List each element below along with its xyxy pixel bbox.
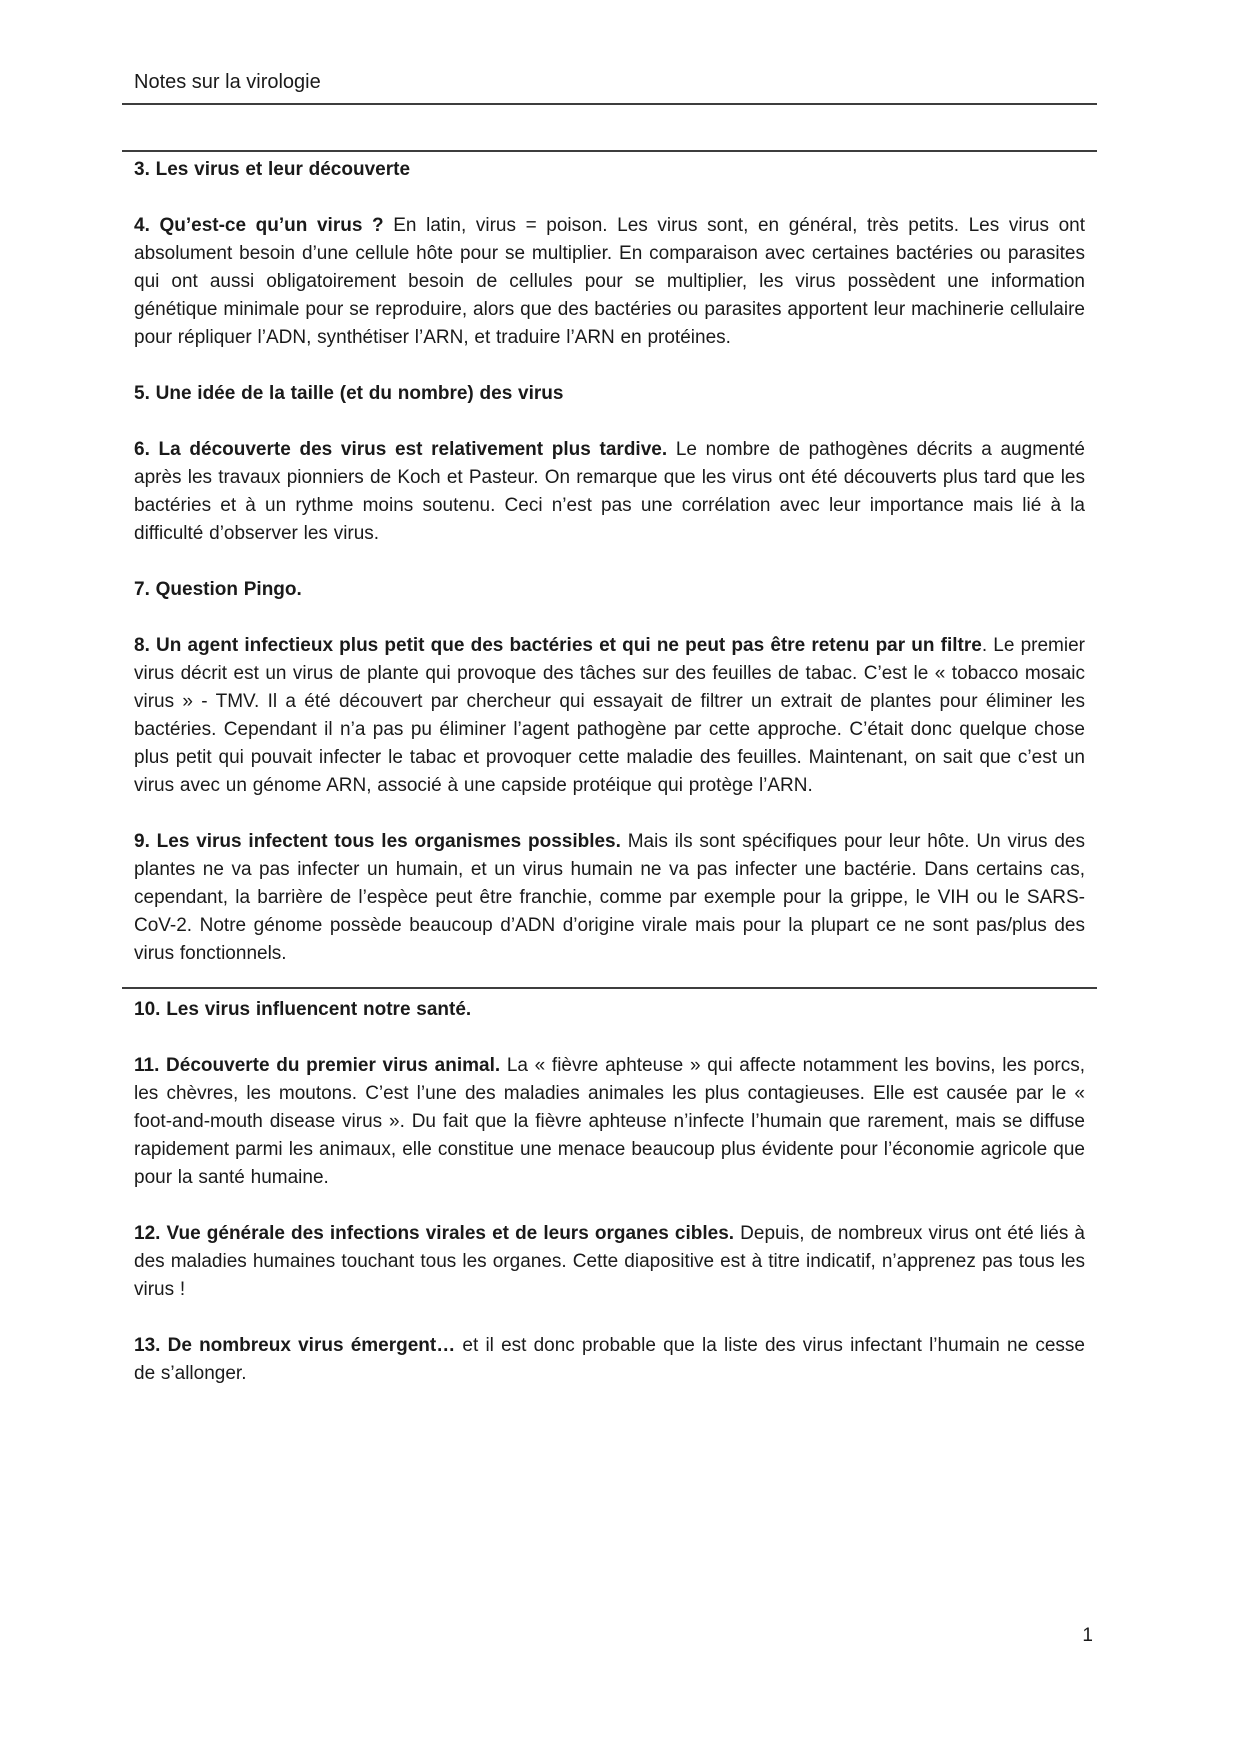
section-6-paragraph xyxy=(134,436,1085,548)
page-number: 1 xyxy=(1082,1625,1093,1646)
section-6-lead: 6. La découverte des virus est relativement plus tardive. xyxy=(134,439,668,460)
section-6-body: Le nombre de pathogènes décrits a augmenté après les travaux pionniers de Koch et Pasteur. On remarque que les virus ont été découverts plus tard que les bactéries et à un rythme moins soutenu. Ceci n’est pas une corrélation avec leur importance mais lié à la difficulté d’observer les virus. xyxy=(134,439,1085,544)
section-12-paragraph xyxy=(134,1220,1085,1304)
section-13-paragraph xyxy=(134,1332,1085,1388)
section-8-body: . Le premier virus décrit est un virus de plante qui provoque des tâches sur des feuilles de tabac. C’est le « tobacco mosaic virus » - TMV. Il a été découvert par chercheur qui essayait de filtrer un extrait de plantes pour éliminer les bactéries. Cependant il n’a pas pu éliminer l’agent pathogène par cette approche. C’était donc quelque chose plus petit qui pouvait infecter le tabac et provoquer cette maladie des feuilles. Maintenant, on sait que c’est un virus avec un génome ARN, associé à une capside protéique qui protège l’ARN. xyxy=(134,635,1085,796)
section-9-paragraph xyxy=(134,828,1085,968)
section-10-heading xyxy=(134,996,1085,1024)
section-5-heading xyxy=(134,380,1085,408)
section-11-paragraph xyxy=(134,1052,1085,1192)
section-5-heading-text: 5. Une idée de la taille (et du nombre) des virus xyxy=(134,383,564,404)
section-13-body: et il est donc probable que la liste des virus infectant l’humain ne cesse de s’allonger. xyxy=(134,1335,1085,1384)
section-13-lead: 13. De nombreux virus émergent… xyxy=(134,1335,456,1356)
section-7-heading-text: 7. Question Pingo. xyxy=(134,579,302,600)
section-3-heading-text: 3. Les virus et leur découverte xyxy=(134,159,411,180)
section-7-heading xyxy=(134,576,1085,604)
section-12-lead: 12. Vue générale des infections virales et de leurs organes cibles. xyxy=(134,1223,735,1244)
section-8-paragraph xyxy=(134,632,1085,800)
section-11-body: La « fièvre aphteuse » qui affecte notamment les bovins, les porcs, les chèvres, les moutons. C’est l’une des maladies animales les plus contagieuses. Elle est causée par le « foot-and-mouth disease virus ». Du fait que la fièvre aphteuse n’infecte l’humain que rarement, mais se diffuse rapidement parmi les animaux, elle constitue une menace beaucoup plus évidente pour l’économie agricole que pour la santé humaine. xyxy=(134,1055,1085,1188)
section-3-heading xyxy=(134,156,1085,184)
document-header-title: Notes sur la virologie xyxy=(122,70,1097,105)
section-9-body: Mais ils sont spécifiques pour leur hôte. Un virus des plantes ne va pas infecter un humain, et un virus humain ne va pas infecter une bactérie. Dans certains cas, cependant, la barrière de l’espèce peut être franchie, comme par exemple pour la grippe, le VIH ou le SARS-CoV-2. Notre génome possède beaucoup d’ADN d’origine virale mais pour la plupart ce ne sont pas/plus des virus fonctionnels. xyxy=(134,831,1085,964)
section-4-body: En latin, virus = poison. Les virus sont, en général, très petits. Les virus ont absolument besoin d’une cellule hôte pour se multiplier. En comparaison avec certaines bactéries ou parasites qui ont aussi obligatoirement besoin de cellules pour se multiplier, les virus possèdent une information génétique minimale pour se reproduire, alors que des bactéries ou parasites apportent leur machinerie cellulaire pour répliquer l’ADN, synthétiser l’ARN, et traduire l’ARN en protéines. xyxy=(134,215,1085,348)
divider-line xyxy=(122,987,1097,989)
section-10-heading-text: 10. Les virus influencent notre santé. xyxy=(134,999,472,1020)
section-8-lead: 8. Un agent infectieux plus petit que des bactéries et qui ne peut pas être retenu par un filtre xyxy=(134,635,982,656)
section-4-lead: 4. Qu’est-ce qu’un virus ? xyxy=(134,215,384,236)
section-4-paragraph xyxy=(134,212,1085,352)
section-11-lead: 11. Découverte du premier virus animal. xyxy=(134,1055,501,1076)
section-9-lead: 9. Les virus infectent tous les organismes possibles. xyxy=(134,831,621,852)
divider-line xyxy=(122,150,1097,152)
section-12-body: Depuis, de nombreux virus ont été liés à des maladies humaines touchant tous les organes. Cette diapositive est à titre indicatif, n’apprenez pas tous les virus ! xyxy=(134,1223,1085,1300)
